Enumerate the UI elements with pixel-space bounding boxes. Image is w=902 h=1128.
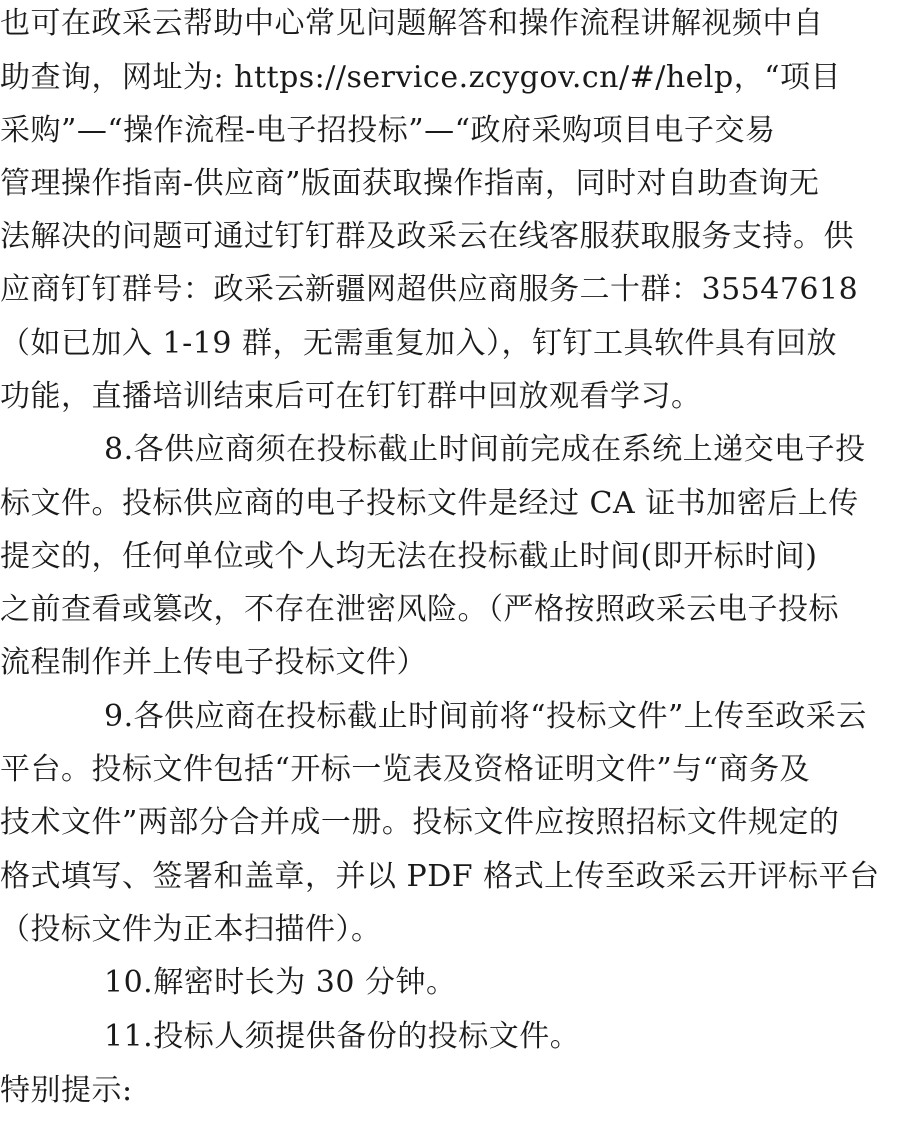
paragraph-line: （如已加入 1-19 群，无需重复加入），钉钉工具软件具有回放	[0, 326, 837, 361]
paragraph-line: 技术文件”两部分合并成一册。投标文件应按照招标文件规定的	[0, 805, 840, 840]
paragraph-line: 功能，直播培训结束后可在钉钉群中回放观看学习。	[0, 379, 702, 414]
paragraph-line: 之前查看或篡改，不存在泄密风险。（严格按照政采云电子投标	[0, 592, 839, 627]
paragraph-line: 标文件。投标供应商的电子投标文件是经过 CA 证书加密后上传	[0, 486, 859, 521]
item-10-line: 10.解密时长为 30 分钟。	[104, 965, 457, 1000]
special-notice-heading: 特别提示:	[0, 1073, 133, 1108]
paragraph-line: 格式填写、签署和盖章，并以 PDF 格式上传至政采云开评标平台	[0, 859, 880, 894]
paragraph-line: 管理操作指南-供应商”版面获取操作指南，同时对自助查询无	[0, 166, 820, 201]
paragraph-line: 采购”—“操作流程-电子招投标”—“政府采购项目电子交易	[0, 113, 776, 148]
paragraph-line: （投标文件为正本扫描件）。	[0, 912, 382, 947]
paragraph-line: 流程制作并上传电子投标文件）	[0, 645, 427, 680]
item-11-line: 11.投标人须提供备份的投标文件。	[104, 1019, 581, 1054]
paragraph-line: 平台。投标文件包括“开标一览表及资格证明文件”与“商务及	[0, 752, 811, 787]
paragraph-line: 法解决的问题可通过钉钉群及政采云在线客服获取服务支持。供	[0, 219, 854, 254]
paragraph-line: 也可在政采云帮助中心常见问题解答和操作流程讲解视频中自	[0, 6, 824, 41]
item-8-line: 8.各供应商须在投标截止时间前完成在系统上递交电子投	[104, 432, 866, 467]
paragraph-line: 应商钉钉群号：政采云新疆网超供应商服务二十群：35547618	[0, 272, 859, 307]
paragraph-line: 助查询，网址为: https://service.zcygov.cn/#/help，“项目	[0, 60, 842, 95]
item-9-line: 9.各供应商在投标截止时间前将“投标文件”上传至政采云	[104, 699, 867, 734]
paragraph-line: 提交的，任何单位或个人均无法在投标截止时间(即开标时间)	[0, 539, 818, 574]
